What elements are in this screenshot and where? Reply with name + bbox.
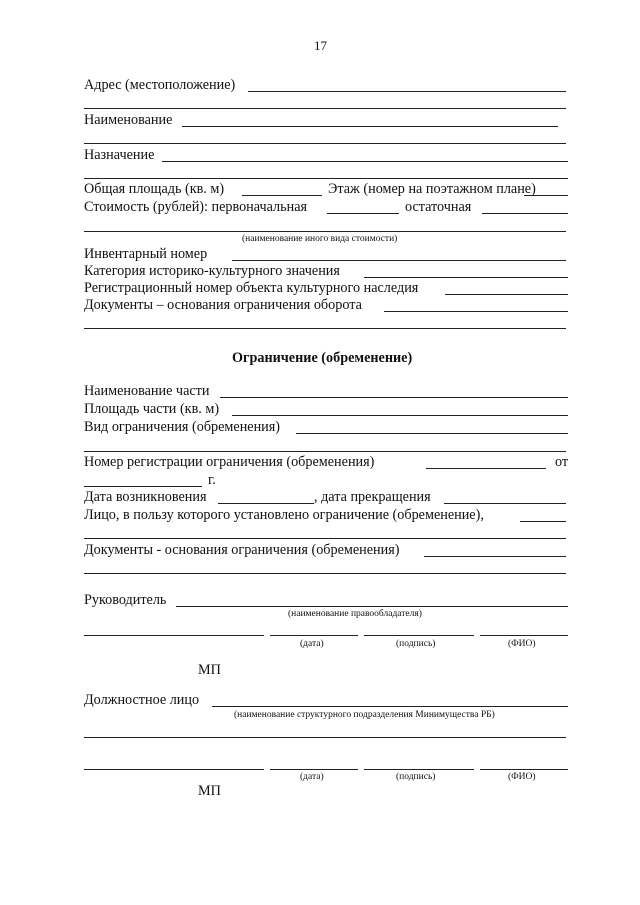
- reg-year-label: г.: [208, 472, 216, 488]
- encumbrance-docs-field[interactable]: [424, 556, 566, 557]
- purpose-field-2[interactable]: [84, 178, 568, 179]
- official-fio-field[interactable]: [480, 769, 568, 770]
- other-cost-caption: (наименование иного вида стоимости): [242, 234, 398, 244]
- encumbrance-heading: Ограничение (обременение): [232, 350, 413, 366]
- name-field-2[interactable]: [84, 143, 566, 144]
- encumbrance-docs-label: Документы - основания ограничения (обременения): [84, 542, 400, 558]
- start-date-label: Дата возникновения: [84, 489, 207, 505]
- page-number: 17: [314, 38, 327, 53]
- address-field-2[interactable]: [84, 108, 566, 109]
- part-area-field[interactable]: [232, 415, 568, 416]
- head-seal-label: МП: [198, 662, 221, 678]
- official-date-field[interactable]: [270, 769, 358, 770]
- part-name-field[interactable]: [220, 397, 568, 398]
- inventory-number-field[interactable]: [232, 260, 566, 261]
- part-name-label: Наименование части: [84, 383, 210, 399]
- official-label: Должностное лицо: [84, 692, 200, 708]
- end-date-label: , дата прекращения: [314, 489, 431, 505]
- encumbrance-docs-field-2[interactable]: [84, 573, 566, 574]
- reg-number-field[interactable]: [426, 468, 546, 469]
- head-fio-caption: (ФИО): [508, 639, 536, 649]
- initial-cost-field[interactable]: [327, 213, 399, 214]
- head-fio-field[interactable]: [480, 635, 568, 636]
- reg-date-field[interactable]: [84, 486, 202, 487]
- name-label: Наименование: [84, 112, 173, 128]
- head-date-caption: (дата): [300, 639, 324, 649]
- holder-name-field[interactable]: [176, 606, 568, 607]
- official-signature-caption: (подпись): [396, 772, 436, 782]
- address-label: Адрес (местоположение): [84, 77, 236, 93]
- name-field[interactable]: [182, 126, 558, 127]
- purpose-field[interactable]: [162, 161, 568, 162]
- head-position-field[interactable]: [84, 635, 264, 636]
- total-area-field[interactable]: [242, 195, 322, 196]
- head-label: Руководитель: [84, 592, 167, 608]
- official-fio-caption: (ФИО): [508, 772, 536, 782]
- heritage-reg-number-label: Регистрационный номер объекта культурного наследия: [84, 280, 419, 296]
- heritage-category-label: Категория историко-культурного значения: [84, 263, 340, 279]
- dept-name-field-2[interactable]: [84, 737, 566, 738]
- beneficiary-label: Лицо, в пользу которого установлено ограничение (обременение),: [84, 507, 484, 523]
- head-signature-caption: (подпись): [396, 639, 436, 649]
- reg-from-label: от: [555, 454, 569, 470]
- head-signature-field[interactable]: [364, 635, 474, 636]
- heritage-reg-number-field[interactable]: [445, 294, 568, 295]
- part-area-label: Площадь части (кв. м): [84, 401, 220, 417]
- floor-field[interactable]: [524, 195, 568, 196]
- reg-number-label: Номер регистрации ограничения (обременения): [84, 454, 375, 470]
- dept-name-field[interactable]: [212, 706, 568, 707]
- inventory-number-label: Инвентарный номер: [84, 246, 208, 262]
- official-date-caption: (дата): [300, 772, 324, 782]
- official-signature-field[interactable]: [364, 769, 474, 770]
- beneficiary-field-2[interactable]: [84, 538, 566, 539]
- holder-caption: (наименование правообладателя): [288, 609, 422, 619]
- floor-label: Этаж (номер на поэтажном плане): [328, 181, 536, 197]
- official-seal-label: МП: [198, 783, 221, 799]
- cost-label: Стоимость (рублей): первоначальная: [84, 199, 308, 215]
- turnover-docs-field-2[interactable]: [84, 328, 566, 329]
- encumbrance-type-field-2[interactable]: [84, 451, 566, 452]
- address-field[interactable]: [248, 91, 566, 92]
- heritage-category-field[interactable]: [364, 277, 568, 278]
- official-position-field[interactable]: [84, 769, 264, 770]
- total-area-label: Общая площадь (кв. м): [84, 181, 225, 197]
- residual-cost-field[interactable]: [482, 213, 568, 214]
- other-cost-field[interactable]: [84, 231, 566, 232]
- encumbrance-type-field[interactable]: [296, 433, 568, 434]
- end-date-field[interactable]: [444, 503, 566, 504]
- turnover-docs-label: Документы – основания ограничения оборота: [84, 297, 362, 313]
- head-date-field[interactable]: [270, 635, 358, 636]
- turnover-docs-field[interactable]: [384, 311, 568, 312]
- dept-caption: (наименование структурного подразделения Минимущества РБ): [234, 710, 495, 720]
- beneficiary-field[interactable]: [520, 521, 566, 522]
- encumbrance-type-label: Вид ограничения (обременения): [84, 419, 281, 435]
- purpose-label: Назначение: [84, 147, 155, 163]
- residual-cost-label: остаточная: [405, 199, 472, 215]
- start-date-field[interactable]: [218, 503, 314, 504]
